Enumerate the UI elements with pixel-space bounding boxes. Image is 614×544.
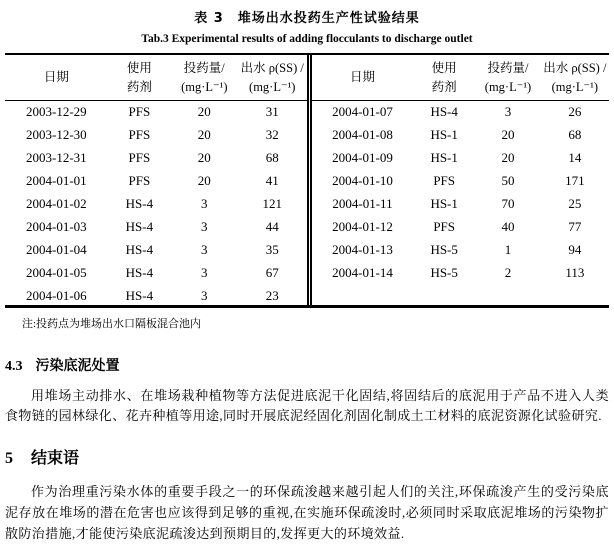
cell-dose: 1 xyxy=(504,241,512,257)
table-row xyxy=(5,101,307,124)
cell-dose: 50 xyxy=(501,173,515,189)
cell-date: 2004-01-03 xyxy=(26,218,87,234)
table-title-cn: 表 3 堆场出水投药生产性试验结果 xyxy=(194,11,420,26)
cell-dose: 70 xyxy=(501,196,515,211)
table-title-en: Tab.3 Experimental results of adding flocculants to discharge outlet xyxy=(141,33,473,45)
cell-date: 2004-01-08 xyxy=(332,127,393,143)
results-table-left xyxy=(5,55,307,305)
table-row xyxy=(312,193,609,216)
cell-agent: HS-4 xyxy=(125,287,154,303)
cell-dose: 3 xyxy=(504,104,512,120)
table-footnote: 注:投药点为堆场出水口隔板混合池内 xyxy=(22,318,202,330)
table-row xyxy=(5,124,307,147)
section-4-3-paragraph: 用堆场主动排水、在堆场栽种植物等方法促进底泥干化固结,将固结后的底泥用于产品不进入人类食物链的园林绿化、花卉种植等用途,同时开展底泥经固化剂固化制成土工材料的底泥资源化试验研究. xyxy=(5,388,609,423)
cell-dose: 20 xyxy=(197,173,211,189)
table-row xyxy=(312,101,609,124)
cell-dose: 20 xyxy=(197,104,211,120)
table-row xyxy=(312,215,609,238)
cell-agent: HS-4 xyxy=(125,264,154,280)
cell-agent: PFS xyxy=(128,173,151,189)
cell-date: 2004-01-06 xyxy=(26,287,87,303)
cell-ss: 94 xyxy=(568,241,582,257)
col-header-date: 日期 xyxy=(5,55,108,101)
table-row xyxy=(312,170,609,193)
cell-date: 2004-01-13 xyxy=(332,241,393,257)
cell-date: 2004-01-04 xyxy=(26,241,87,257)
cell-ss: 67 xyxy=(265,264,279,280)
cell-dose: 20 xyxy=(501,127,515,143)
cell-date: 2003-12-29 xyxy=(26,104,87,120)
col-header-ss: 出水 ρ(SS) / (mg·L⁻¹) xyxy=(541,55,609,101)
cell-ss: 44 xyxy=(265,218,279,234)
cell-ss: 68 xyxy=(568,127,582,143)
cell-ss: 77 xyxy=(568,218,582,234)
cell-ss: 14 xyxy=(568,150,582,166)
table-row xyxy=(312,147,609,170)
cell-ss: 41 xyxy=(265,173,279,189)
cell-ss: 68 xyxy=(265,150,279,166)
cell-agent: HS-4 xyxy=(125,218,154,234)
table-row xyxy=(5,170,307,193)
table-row xyxy=(5,284,307,307)
cell-agent: HS-4 xyxy=(125,241,154,257)
section-title: 污染底泥处置 xyxy=(35,358,120,374)
cell-date: 2003-12-30 xyxy=(26,127,87,143)
cell-dose: 3 xyxy=(201,241,208,257)
cell-date: 2004-01-09 xyxy=(332,150,393,166)
cell-date: 2004-01-02 xyxy=(26,196,87,211)
cell-ss: 32 xyxy=(265,127,279,143)
cell-ss: 171 xyxy=(565,173,585,189)
cell-agent: HS-4 xyxy=(430,104,458,120)
section-title: 结束语 xyxy=(31,448,80,467)
cell-dose: 3 xyxy=(201,196,208,211)
cell-date: 2004-01-10 xyxy=(332,173,393,189)
section-number: 4.3 xyxy=(5,359,23,374)
cell-agent: HS-1 xyxy=(430,150,458,166)
section-heading-4-3 xyxy=(5,355,609,375)
cell-agent: PFS xyxy=(128,104,151,120)
table-row xyxy=(5,215,307,238)
cell-dose: 20 xyxy=(197,150,211,166)
cell-agent: HS-1 xyxy=(430,127,458,143)
cell-ss: 121 xyxy=(262,196,282,211)
cell-agent: HS-4 xyxy=(125,196,154,211)
table-row xyxy=(5,147,307,170)
cell-date: 2004-01-07 xyxy=(332,104,393,120)
col-header-agent: 使用 药剂 xyxy=(108,55,171,101)
section-heading-5 xyxy=(5,445,609,468)
cell-dose: 20 xyxy=(501,150,515,166)
col-header-dose: 投药量/ (mg·L⁻¹) xyxy=(475,55,540,101)
section-number: 5 xyxy=(5,450,13,467)
cell-ss: 26 xyxy=(568,104,582,120)
cell-dose: 3 xyxy=(201,264,208,280)
results-table-right xyxy=(307,55,609,305)
table-row xyxy=(5,261,307,284)
cell-dose: 2 xyxy=(504,264,512,280)
table-row xyxy=(312,124,609,147)
cell-dose: 20 xyxy=(197,127,211,143)
cell-ss: 31 xyxy=(265,104,279,120)
table-row xyxy=(5,193,307,216)
table-row xyxy=(312,238,609,261)
header-row xyxy=(5,55,307,101)
cell-agent: PFS xyxy=(128,150,151,166)
cell-date: 2004-01-12 xyxy=(332,218,393,234)
cell-ss: 23 xyxy=(265,287,279,303)
cell-date: 2004-01-11 xyxy=(332,196,393,211)
header-row xyxy=(312,55,609,101)
results-table xyxy=(5,53,609,308)
cell-date: 2004-01-05 xyxy=(26,264,87,280)
cell-dose: 3 xyxy=(201,287,208,303)
cell-agent: PFS xyxy=(433,173,456,189)
table-row xyxy=(312,261,609,284)
cell-ss: 35 xyxy=(265,241,279,257)
col-header-agent: 使用 药剂 xyxy=(413,55,475,101)
col-header-dose: 投药量/ (mg·L⁻¹) xyxy=(171,55,237,101)
col-header-date: 日期 xyxy=(312,55,413,101)
table-row xyxy=(5,238,307,261)
cell-agent: HS-5 xyxy=(430,264,458,280)
section-5-paragraph: 作为治理重污染水体的重要手段之一的环保疏浚越来越引起人们的关注,环保疏浚产生的受污染底泥存放在堆场的潜在危害也应该得到足够的重视,在实施环保疏浚时,必须同时采取底泥堆场的污染物扩散防治措施,才能使污染底泥疏浚达到预期目的,发挥更大的环境效益. xyxy=(5,484,609,541)
cell-date: 2004-01-01 xyxy=(26,173,87,189)
cell-agent: PFS xyxy=(433,218,456,234)
cell-agent: HS-5 xyxy=(430,241,458,257)
cell-agent: PFS xyxy=(128,127,151,143)
col-header-ss: 出水 ρ(SS) / (mg·L⁻¹) xyxy=(238,55,307,101)
cell-dose: 40 xyxy=(501,218,515,234)
cell-ss: 25 xyxy=(568,196,582,211)
cell-date: 2003-12-31 xyxy=(26,150,87,166)
cell-ss: 113 xyxy=(565,264,585,280)
cell-agent: HS-1 xyxy=(430,196,458,211)
cell-dose: 3 xyxy=(201,218,208,234)
cell-date: 2004-01-14 xyxy=(332,264,393,280)
